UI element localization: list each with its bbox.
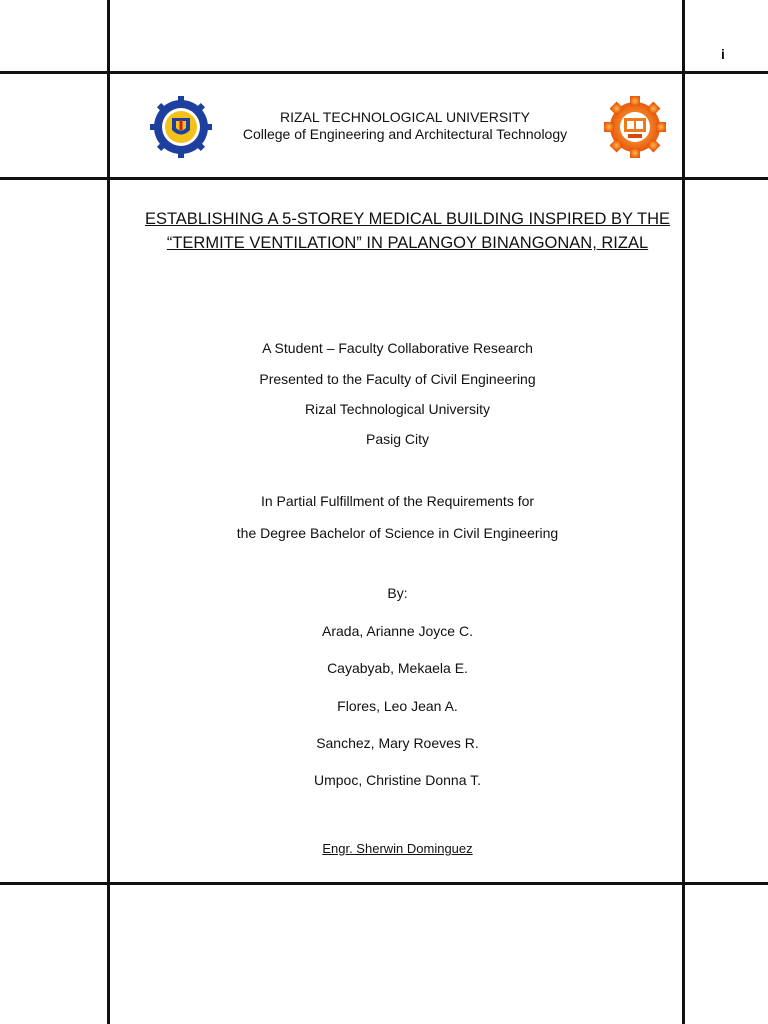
adviser-name: Engr. Sherwin Dominguez — [322, 841, 473, 856]
author-3: Flores, Leo Jean A. — [337, 698, 458, 714]
presentation-line-4: Pasig City — [365, 431, 430, 447]
author-4: Sanchez, Mary Roeves R. — [316, 735, 479, 751]
university-name-block — [230, 109, 580, 143]
left-border-line — [107, 0, 110, 1024]
college-gear-seal-icon — [604, 96, 666, 158]
presentation-line-1: A Student – Faculty Collaborative Research — [262, 340, 533, 356]
university-header — [150, 96, 670, 160]
fulfillment-line-2: the Degree Bachelor of Science in Civil Engineering — [236, 525, 559, 541]
by-label: By: — [387, 585, 408, 601]
page-number: i — [721, 46, 725, 62]
author-2: Cayabyab, Mekaela E. — [327, 660, 468, 676]
right-border-line — [682, 0, 685, 1024]
fulfillment-line-1: In Partial Fulfillment of the Requirements for — [260, 493, 535, 509]
header-divider-line — [0, 177, 768, 180]
top-border-line — [0, 71, 768, 74]
thesis-title: ESTABLISHING A 5-STOREY MEDICAL BUILDING INSPIRED BY THE “TERMITE VENTILATION” IN PALANGOY BINANGONAN, RIZAL — [144, 210, 671, 252]
adviser-line — [110, 840, 685, 856]
bottom-border-line — [0, 882, 768, 885]
university-seal-icon — [150, 96, 212, 158]
presentation-line-3: Rizal Technological University — [305, 401, 490, 417]
author-1: Arada, Arianne Joyce C. — [322, 623, 473, 639]
college-name: College of Engineering and Architectural Technology — [242, 126, 568, 142]
university-name: RIZAL TECHNOLOGICAL UNIVERSITY — [280, 109, 530, 125]
author-5: Umpoc, Christine Donna T. — [313, 772, 482, 788]
presentation-line-2: Presented to the Faculty of Civil Engineering — [259, 371, 536, 387]
